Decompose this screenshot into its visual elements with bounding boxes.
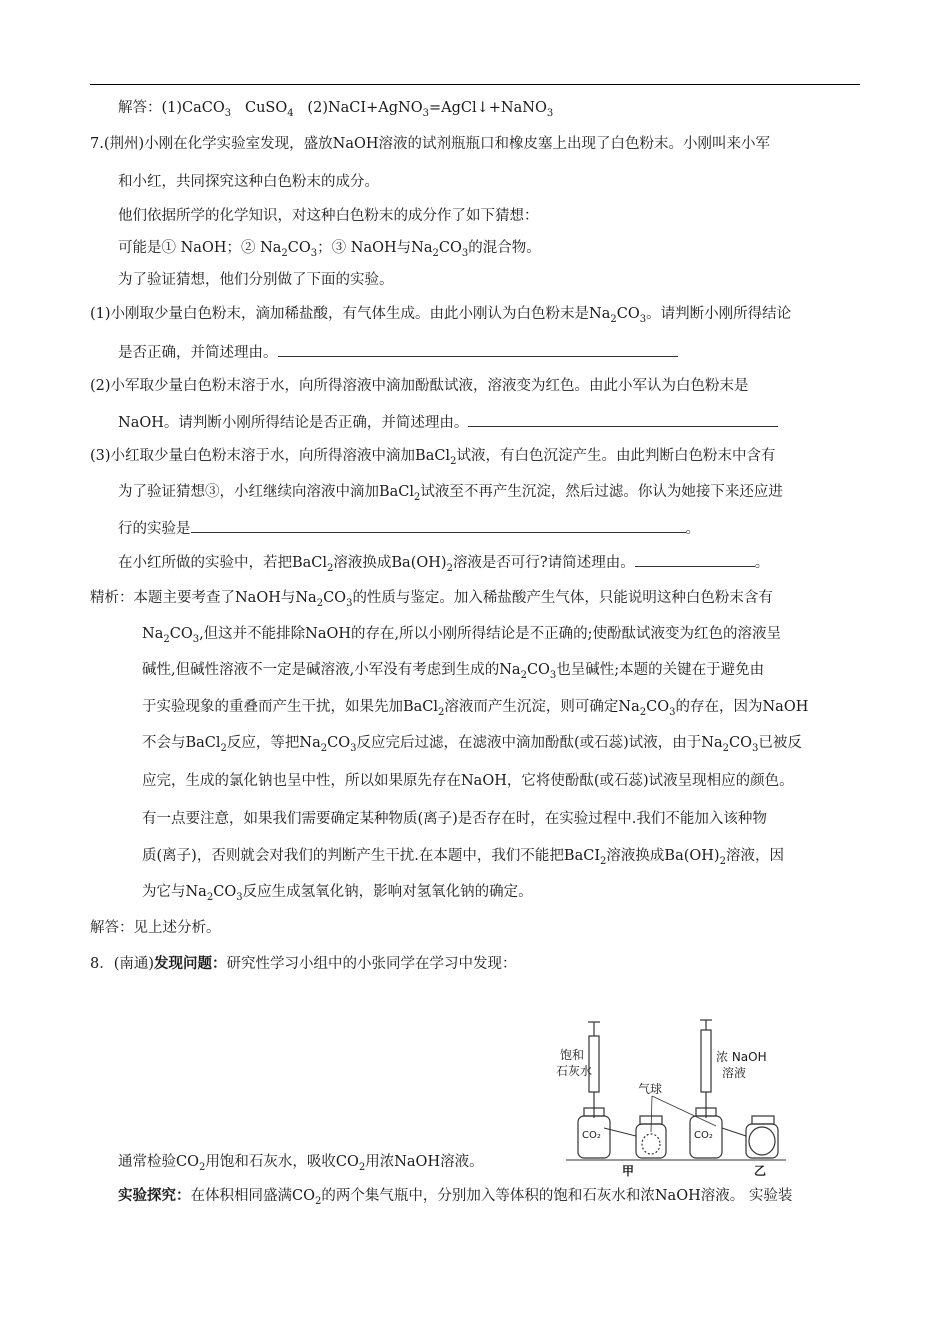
q7-part2-line1: (2)小军取少量白色粉末溶于水，向所得溶液中滴加酚酞试液，溶液变为红色。由此小军认为白色粉末是 [90, 378, 749, 394]
apparatus-diagram [556, 1018, 796, 1178]
answer-blank-3[interactable] [191, 518, 686, 533]
balloon-yi [749, 1127, 775, 1155]
q7-intro-line3: 他们依据所学的化学知识，对这种白色粉末的成分作了如下猜想： [118, 208, 539, 224]
analysis-line6: 应完，生成的氯化钠也呈中性，所以如果原先存在NaOH，它将使酚酞(或石蕊)试液呈现相应的颜色。 [142, 773, 794, 789]
analysis-line9: 为它与$Na_2CO_3$反应生成氢氧化钠，影响对氢氧化钠的确定。 [142, 884, 533, 903]
label-naoh-1: 浓 NaOH [716, 1050, 767, 1064]
analysis-line3: 碱性,但碱性溶液不一定是碱溶液,小军没有考虑到生成的$Na_2CO_3$也呈碱性;本题的关键在于避免由 [142, 662, 765, 681]
analysis-line1: 精析：本题主要考查了NaOH与$Na_2CO_3$的性质与鉴定。加入稀盐酸产生气体，只能说明这种白色粉末含有 [90, 590, 773, 609]
syringe-right-barrel [701, 1030, 711, 1092]
caption-jia: 甲 [622, 1164, 635, 1178]
experiment-figure [556, 1018, 796, 1178]
bottle-balloon-yi [746, 1124, 778, 1158]
q7-part3-line3: 行的实验是 。 [118, 518, 700, 539]
q7-intro-line1: 7.(荆州)小刚在化学实验室发现，盛放NaOH溶液的试剂瓶瓶口和橡皮塞上出现了白色粉末。小刚叫来小军 [90, 136, 771, 152]
header-rule [90, 84, 860, 85]
analysis-line5: 不会与BaCl$_2$反应，等把$Na_2CO_3$反应完后过滤，在滤液中滴加酚酞(或石蕊)试液，由于$Na_2CO_3$已被反 [142, 735, 802, 754]
q7-part4: 在小红所做的实验中，若把BaCl$_2$溶液换成$Ba(OH)_2$溶液是否可行?请简述理由。 。 [118, 552, 769, 573]
q7-intro-line5: 为了验证猜想，他们分别做了下面的实验。 [118, 272, 394, 288]
answer-7: 解答：见上述分析。 [90, 920, 221, 936]
q8-line3: 实验探究：在体积相同盛满$CO_2$的两个集气瓶中，分别加入等体积的饱和石灰水和浓NaOH溶液。 实验装 [118, 1187, 793, 1207]
q7-part2-line2: NaOH。请判断小刚所得结论是否正确，并简述理由。 [118, 412, 778, 433]
q7-part1-line2: 是否正确，并简述理由。 [118, 342, 678, 363]
q7-part3-line2: 为了验证猜想③，小红继续向溶液中滴加BaCl$_2$试液至不再产生沉淀，然后过滤。你认为她接下来还应进 [118, 484, 783, 503]
caption-yi: 乙 [754, 1164, 767, 1178]
answer-blank-2[interactable] [468, 412, 778, 427]
q7-part3-line1: (3)小红取少量白色粉末溶于水，向所得溶液中滴加BaCl$_2$试液，有白色沉淀产生。由此判断白色粉末中含有 [90, 448, 776, 467]
balloon-jia [642, 1134, 660, 1154]
q8-line1: 8．(南通)发现问题：研究性学习小组中的小张同学在学习中发现： [90, 955, 517, 972]
label-limewater-2: 石灰水 [556, 1064, 593, 1078]
label-co2-right: CO₂ [694, 1130, 713, 1141]
answer-blank-4[interactable] [635, 552, 755, 567]
analysis-line7: 有一点要注意，如果我们需要确定某种物质(离子)是否存在时，在实验过程中.我们不能加入该种物 [142, 811, 767, 827]
label-co2-left: CO₂ [582, 1130, 601, 1141]
q7-intro-line2: 和小红，共同探究这种白色粉末的成分。 [118, 174, 379, 190]
answer-6: 解答：(1)CaCO$_3$ CuSO$_4$ (2)NaCI+AgNO$_3$=AgCl↓+NaNO$_3$ [118, 100, 554, 119]
label-naoh-2: 溶液 [722, 1066, 747, 1080]
answer-blank-1[interactable] [278, 342, 678, 357]
analysis-line4: 于实验现象的重叠而产生干扰，如果先加BaCl$_2$溶液而产生沉淀，则可确定$Na_2CO_3$的存在，因为NaOH [142, 699, 809, 718]
label-limewater-1: 饱和 [560, 1048, 585, 1062]
analysis-line8: 质(离子)，否则就会对我们的判断产生干扰.在本题中，我们不能把BaCI$_2$溶液换成$Ba(OH)_2$溶液，因 [142, 848, 784, 867]
q7-part1-line1: (1)小刚取少量白色粉末，滴加稀盐酸，有气体生成。由此小刚认为白色粉末是$Na_2CO_3$。请判断小刚所得结论 [90, 306, 792, 325]
q7-guesses: 可能是① NaOH；② $Na_2CO_3$；③ NaOH与$Na_2CO_3$的混合物。 [118, 240, 541, 259]
q8-line2: 通常检验$CO_2$用饱和石灰水，吸收$CO_2$用浓NaOH溶液。 [118, 1154, 484, 1173]
analysis-line2: $Na_2CO_3$,但这并不能排除NaOH的存在,所以小刚所得结论是不正确的;使酚酞试液变为红色的溶液呈 [142, 626, 782, 645]
label-balloon: 气球 [638, 1082, 663, 1096]
